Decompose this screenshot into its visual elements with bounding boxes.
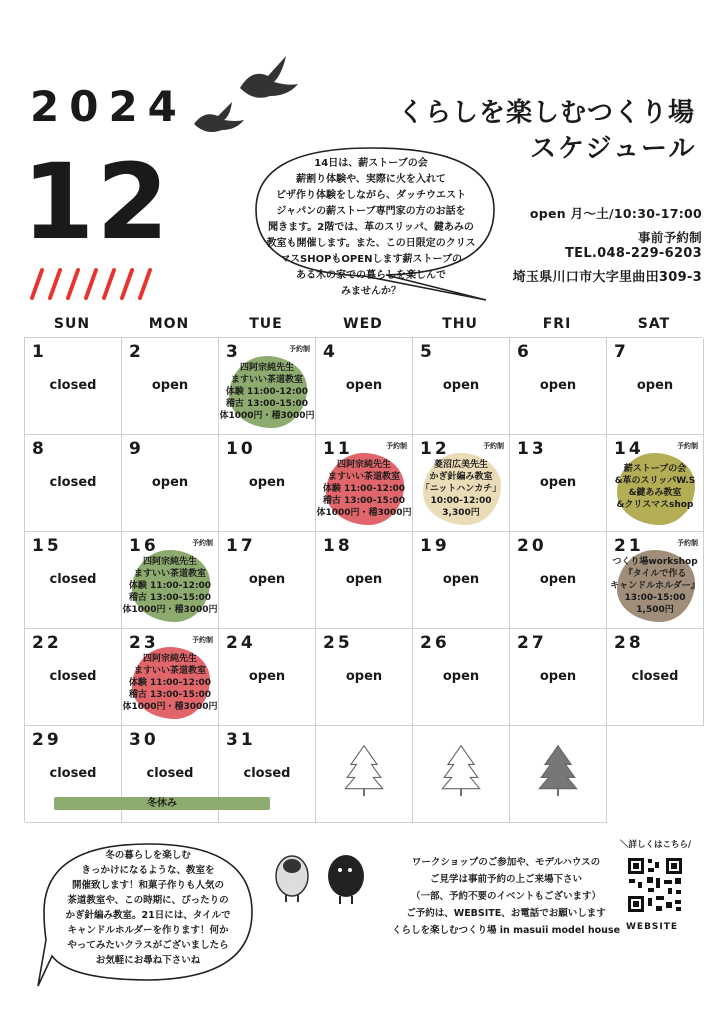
phone-number: TEL.048-229-6203 xyxy=(564,246,702,261)
calendar-day-7 xyxy=(607,338,704,435)
day-number: 29 xyxy=(32,730,62,750)
day-number: 22 xyxy=(32,633,62,653)
day-number: 14 xyxy=(614,439,644,459)
calendar-empty-cell xyxy=(510,726,607,823)
weekday-sun: SUN xyxy=(53,316,91,332)
day-status: open xyxy=(248,669,286,684)
event-line: &鍵あみ教室 xyxy=(628,488,682,498)
day-status: closed xyxy=(146,766,194,781)
event-line: 「ニットハンカチ」 xyxy=(420,484,502,494)
event-line: &クリスマスshop xyxy=(616,500,694,510)
event-line: 13:00-15:00 xyxy=(624,593,686,603)
weekday-sat: SAT xyxy=(637,316,671,332)
event-line: 体験 11:00-12:00 xyxy=(128,678,212,688)
day-status: open xyxy=(539,378,577,393)
calendar-day-2 xyxy=(122,338,219,435)
event-line: 体験 11:00-12:00 xyxy=(128,581,212,591)
weekday-wed: WED xyxy=(343,316,383,332)
event-line: &革のスリッパW.S xyxy=(614,476,696,486)
weekday-mon: MON xyxy=(148,316,190,332)
event-line: 体1000円・稽3000円 xyxy=(316,508,412,518)
calendar-day-20 xyxy=(510,532,607,629)
day-status: open xyxy=(442,572,480,587)
calendar-day-16 xyxy=(122,532,219,629)
event-line: 稽古 13:00-15:00 xyxy=(322,496,406,506)
calendar-day-24 xyxy=(219,629,316,726)
calendar-day-11 xyxy=(316,435,413,532)
day-status: closed xyxy=(49,766,97,781)
event-line: ますいい茶道教室 xyxy=(133,666,206,676)
day-number: 16 xyxy=(129,536,159,556)
reservation-tag: 予約制 xyxy=(192,539,213,547)
bird-icon xyxy=(190,48,310,148)
calendar-day-3 xyxy=(219,338,316,435)
day-status: open xyxy=(345,669,383,684)
calendar-day-13 xyxy=(510,435,607,532)
event-line: 体1000円・稽3000円 xyxy=(122,702,218,712)
event-line: 体験 11:00-12:00 xyxy=(225,387,309,397)
reservation-tag: 予約制 xyxy=(677,442,698,450)
day-number: 8 xyxy=(32,439,47,459)
day-number: 23 xyxy=(129,633,159,653)
day-number: 26 xyxy=(420,633,450,653)
reservation-tag: 予約制 xyxy=(386,442,407,450)
day-status: closed xyxy=(49,475,97,490)
reservation-tag: 予約制 xyxy=(192,636,213,644)
day-number: 17 xyxy=(226,536,256,556)
calendar-day-23 xyxy=(122,629,219,726)
calendar-day-9 xyxy=(122,435,219,532)
calendar-day-1 xyxy=(25,338,122,435)
event-line: ますいい茶道教室 xyxy=(327,472,400,482)
day-number: 20 xyxy=(517,536,547,556)
event-line: 四阿宗純先生 xyxy=(239,363,294,373)
event-line: 稽古 13:00-15:00 xyxy=(128,593,212,603)
year: 2024 xyxy=(30,82,187,131)
calendar-day-26 xyxy=(413,629,510,726)
reservation-tag: 予約制 xyxy=(483,442,504,450)
page-title: くらしを楽しむつくり場 xyxy=(398,98,696,128)
event-line: 四阿宗純先生 xyxy=(142,557,197,567)
calendar-day-18 xyxy=(316,532,413,629)
day-number: 15 xyxy=(32,536,62,556)
qr-caption: ＼詳しくはこちら/ xyxy=(620,840,692,850)
tree-icon xyxy=(336,742,392,798)
calendar-day-28 xyxy=(607,629,704,726)
reservation-tag: 予約制 xyxy=(677,539,698,547)
reservation-notice: ワークショップのご参加や、モデルハウスの ご見学は事前予約の上ご来場下さい （一部、予約不要のイベントもございます） ご予約は、WEBSITE、お電話でお願いします くらしを楽しむつくり場 in masuii model house xyxy=(391,857,621,936)
day-number: 28 xyxy=(614,633,644,653)
calendar-day-4 xyxy=(316,338,413,435)
calendar-day-10 xyxy=(219,435,316,532)
day-number: 11 xyxy=(323,439,353,459)
calendar-day-14 xyxy=(607,435,704,532)
day-number: 25 xyxy=(323,633,353,653)
sheep-icon xyxy=(270,846,380,906)
event-line: ますいい茶道教室 xyxy=(230,375,303,385)
day-number: 24 xyxy=(226,633,256,653)
day-status: closed xyxy=(631,669,679,684)
calendar-day-17 xyxy=(219,532,316,629)
calendar-day-27 xyxy=(510,629,607,726)
calendar-empty-cell xyxy=(316,726,413,823)
day-status: open xyxy=(539,669,577,684)
event-line: キャンドルホルダー』 xyxy=(610,581,700,591)
event-line: 1,500円 xyxy=(636,605,674,615)
event-line: かぎ針編み教室 xyxy=(429,472,493,482)
event-line: 菱沼広美先生 xyxy=(433,460,488,470)
event-line: 体1000円・稽3000円 xyxy=(122,605,218,615)
event-line: 薪ストーブの会 xyxy=(623,464,687,474)
day-number: 18 xyxy=(323,536,353,556)
address: 埼玉県川口市大字里曲田309-3 xyxy=(512,270,702,285)
event-line: つくり場workshop xyxy=(612,557,698,567)
day-status: open xyxy=(151,378,189,393)
day-status: open xyxy=(345,572,383,587)
event-line: 稽古 13:00-15:00 xyxy=(128,690,212,700)
day-status: closed xyxy=(49,572,97,587)
day-number: 21 xyxy=(614,536,644,556)
day-status: closed xyxy=(49,378,97,393)
day-status: open xyxy=(442,669,480,684)
event-line: 『タイルで作る xyxy=(623,569,687,579)
day-number: 10 xyxy=(226,439,256,459)
intro-text: 14日は、薪ストーブの会 薪割り体験や、実際に火を入れて ピザ作り体験をしながら、ダッチウエスト ジャパンの薪ストーブ専門家の方のお話を 聞きます。2階では、革のスリッパ、鍵あみの 教室も開催します。また、この日限定のクリス マスSHOPもOPENします薪ストーブの ある木の家での暮らしを楽しんで みませんか？ xyxy=(266,158,476,297)
calendar-day-6 xyxy=(510,338,607,435)
day-status: closed xyxy=(49,669,97,684)
day-number: 1 xyxy=(32,342,47,362)
tree-icon xyxy=(530,742,586,798)
website-label: WEBSITE xyxy=(626,922,679,932)
event-line: 四阿宗純先生 xyxy=(142,654,197,664)
day-number: 6 xyxy=(517,342,532,362)
day-number: 7 xyxy=(614,342,629,362)
footer-message: 冬の暮らしを楽しむ きっかけになるような、教室を 開催致します！和菓子作りも人気の 茶道教室や、この時期に、ぴったりの かぎ針編み教室。21日には、タイルで キャンドルホルダーを作ります！何か やってみたいクラスがございましたら お気軽にお尋ね下さいね xyxy=(65,850,231,966)
page-subtitle: スケジュール xyxy=(530,134,697,164)
calendar-day-5 xyxy=(413,338,510,435)
month: 12 xyxy=(22,141,171,263)
event-line: 稽古 13:00-15:00 xyxy=(225,399,309,409)
reservation-note: 事前予約制 xyxy=(637,230,702,245)
day-number: 31 xyxy=(226,730,256,750)
weekday-thu: THU xyxy=(442,316,478,332)
day-status: open xyxy=(539,475,577,490)
day-number: 12 xyxy=(420,439,450,459)
day-status: open xyxy=(151,475,189,490)
day-status: open xyxy=(636,378,674,393)
day-number: 13 xyxy=(517,439,547,459)
calendar-day-19 xyxy=(413,532,510,629)
event-line: 10:00-12:00 xyxy=(430,496,492,506)
winter-break-bar: 冬休み xyxy=(54,797,270,810)
calendar-day-12 xyxy=(413,435,510,532)
day-status: open xyxy=(539,572,577,587)
qr-code-icon[interactable] xyxy=(626,856,684,914)
slash-decoration xyxy=(28,266,158,300)
calendar-day-15 xyxy=(25,532,122,629)
day-number: 9 xyxy=(129,439,144,459)
event-line: 体1000円・稽3000円 xyxy=(219,411,315,421)
calendar-empty-cell xyxy=(413,726,510,823)
day-number: 30 xyxy=(129,730,159,750)
calendar-grid xyxy=(24,337,702,822)
calendar-day-8 xyxy=(25,435,122,532)
calendar-day-22 xyxy=(25,629,122,726)
day-number: 19 xyxy=(420,536,450,556)
day-status: open xyxy=(345,378,383,393)
day-number: 4 xyxy=(323,342,338,362)
weekday-tue: TUE xyxy=(249,316,283,332)
reservation-tag: 予約制 xyxy=(289,345,310,353)
event-line: 体験 11:00-12:00 xyxy=(322,484,406,494)
day-status: closed xyxy=(243,766,291,781)
day-status: open xyxy=(442,378,480,393)
day-number: 3 xyxy=(226,342,241,362)
day-number: 5 xyxy=(420,342,435,362)
calendar-day-21 xyxy=(607,532,704,629)
event-line: ますいい茶道教室 xyxy=(133,569,206,579)
day-number: 2 xyxy=(129,342,144,362)
calendar-day-25 xyxy=(316,629,413,726)
open-hours: open 月～土/10:30-17:00 xyxy=(529,206,702,221)
day-status: open xyxy=(248,572,286,587)
tree-icon xyxy=(433,742,489,798)
event-line: 3,300円 xyxy=(442,508,480,518)
weekday-fri: FRI xyxy=(542,316,572,332)
day-number: 27 xyxy=(517,633,547,653)
day-status: open xyxy=(248,475,286,490)
event-line: 四阿宗純先生 xyxy=(336,460,391,470)
